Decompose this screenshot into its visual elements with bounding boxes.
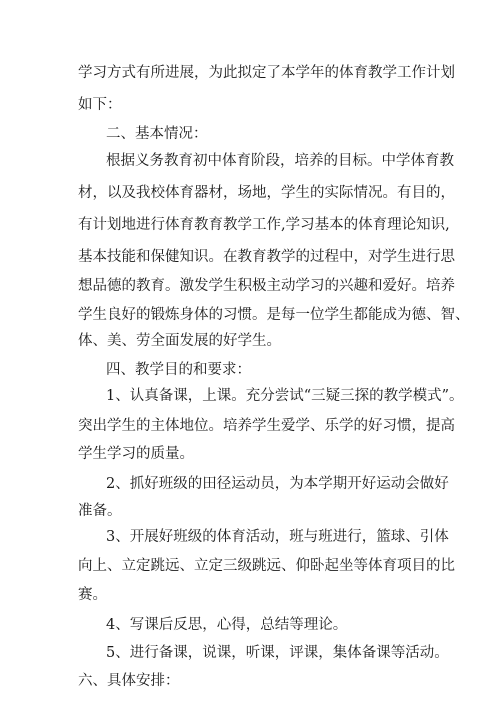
- list-item-line: 向上、立定跳远、立定三级跳远、仰卧起坐等体育项目的比: [78, 558, 455, 574]
- list-item-line: 准备。: [78, 503, 122, 519]
- list-item-line: 赛。: [78, 587, 107, 603]
- paragraph-line: 学生良好的锻炼身体的习惯。是每一位学生都能成为德、智、: [78, 307, 470, 323]
- paragraph-line: 如下：: [78, 97, 122, 113]
- list-item-line: 2、抓好班级的田径运动员，为本学期开好运动会做好: [106, 476, 449, 492]
- list-item-line: 5、进行备课，说课，听课，评课，集体备课等活动。: [106, 645, 449, 661]
- list-item-line: 学生学习的质量。: [78, 446, 194, 462]
- list-item-line: 3、开展好班级的体育活动，班与班进行，篮球、引体: [106, 529, 449, 545]
- list-item-line: 1、认真备课，上课。充分尝试“三疑三探的教学模式”。: [106, 388, 464, 404]
- list-item-line: 突出学生的主体地位。培养学生爱学、乐学的好习惯，提高: [78, 418, 455, 434]
- paragraph-line: 有计划地进行体育教育教学工作,学习基本的体育理论知识,: [78, 217, 450, 233]
- paragraph-line: 材，以及我校体育器材，场地，学生的实际情况。有目的，: [78, 185, 455, 201]
- section-heading: 四、教学目的和要求：: [106, 362, 251, 378]
- section-heading: 六、具体安排：: [78, 673, 180, 689]
- paragraph-line: 根据义务教育初中体育阶段，培养的目标。中学体育教: [106, 153, 454, 169]
- paragraph-line: 学习方式有所进展，为此拟定了本学年的体育教学工作计划: [78, 65, 455, 81]
- paragraph-line: 体、美、劳全面发展的好学生。: [78, 333, 281, 349]
- paragraph-line: 基本技能和保健知识。在教育教学的过程中，对学生进行思: [78, 249, 455, 265]
- section-heading: 二、基本情况：: [106, 126, 208, 142]
- paragraph-line: 想品德的教育。激发学生积极主动学习的兴趣和爱好。培养: [78, 278, 455, 294]
- list-item-line: 4、写课后反思，心得，总结等理论。: [106, 617, 348, 633]
